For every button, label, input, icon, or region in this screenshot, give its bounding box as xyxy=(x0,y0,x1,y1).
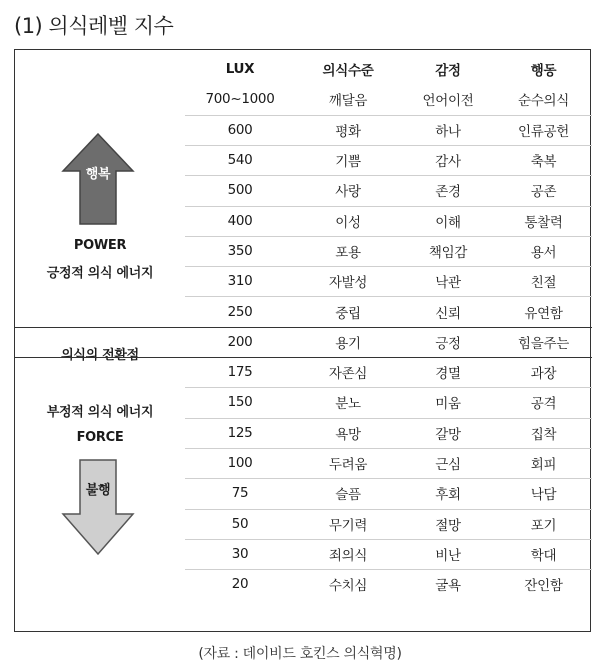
table-cell: 회피 xyxy=(530,457,557,474)
table-cell: 용서 xyxy=(530,244,557,261)
table-cell: 이성 xyxy=(335,214,361,231)
table-cell: 죄의식 xyxy=(328,547,368,564)
table-cell: 굴욕 xyxy=(435,578,461,595)
table-cell: 낙관 xyxy=(435,275,461,292)
table-cell: 자발성 xyxy=(328,275,368,292)
table-row xyxy=(185,478,592,508)
page-title: (1) 의식레벨 지수 xyxy=(14,14,174,38)
row-divider xyxy=(185,448,592,449)
table-cell: 잔인함 xyxy=(524,578,563,595)
column-header: LUX xyxy=(225,61,255,78)
table-cell: 용기 xyxy=(335,335,361,352)
table-cell: 포기 xyxy=(530,517,557,534)
table-cell: 깨달음 xyxy=(328,93,368,110)
table-row xyxy=(185,175,592,205)
table-cell: 근심 xyxy=(435,457,461,474)
table-cell: 540 xyxy=(227,152,253,169)
force-subtitle: 부정적 의식 에너지 xyxy=(46,405,154,420)
table-cell: 친절 xyxy=(530,275,557,292)
table-cell: 600 xyxy=(227,121,253,138)
power-subtitle: 긍정적 의식 에너지 xyxy=(46,266,154,281)
row-divider xyxy=(185,175,592,176)
table-cell: 미움 xyxy=(435,396,461,413)
row-divider xyxy=(15,327,592,328)
table-cell: 유연함 xyxy=(524,305,563,322)
table-cell: 인류공헌 xyxy=(518,123,569,140)
row-divider xyxy=(185,236,592,237)
table-cell: 150 xyxy=(227,394,253,411)
row-divider xyxy=(185,206,592,207)
row-divider xyxy=(185,418,592,419)
table-cell: 공격 xyxy=(530,396,557,413)
table-cell: 30 xyxy=(231,545,249,562)
column-header: 행동 xyxy=(530,63,557,80)
table-cell: 200 xyxy=(227,333,253,350)
table-cell: 400 xyxy=(227,212,253,229)
table-cell: 책임감 xyxy=(428,244,468,261)
row-divider xyxy=(185,387,592,388)
table-cell: 학대 xyxy=(530,547,557,564)
source-caption: (자료 : 데이비드 호킨스 의식혁명) xyxy=(198,646,402,662)
table-row xyxy=(185,145,592,175)
table-cell: 공존 xyxy=(530,184,557,201)
table-cell: 존경 xyxy=(435,184,461,201)
table-row xyxy=(185,387,592,417)
row-divider xyxy=(185,266,592,267)
table-cell: 500 xyxy=(227,182,253,199)
power-title: POWER xyxy=(73,238,127,253)
up-arrow-label: 행복 xyxy=(85,167,111,182)
row-divider xyxy=(185,539,592,540)
table-cell: 낙담 xyxy=(530,487,557,504)
table-row xyxy=(185,296,592,326)
table-cell: 비난 xyxy=(435,547,461,564)
table-cell: 분노 xyxy=(335,396,361,413)
table-cell: 하나 xyxy=(435,123,461,140)
table-cell: 통찰력 xyxy=(524,214,563,231)
table-cell: 50 xyxy=(231,515,249,532)
table-cell: 125 xyxy=(227,424,253,441)
table-cell: 700~1000 xyxy=(205,91,275,108)
table-row xyxy=(185,206,592,236)
row-divider xyxy=(185,296,592,297)
table-cell: 자존심 xyxy=(328,366,368,383)
row-divider xyxy=(185,115,592,116)
table-cell: 두려움 xyxy=(328,457,368,474)
table-row xyxy=(185,569,592,599)
side-panel xyxy=(15,50,185,631)
table-row xyxy=(185,115,592,145)
table-cell: 집착 xyxy=(530,426,557,443)
table-row xyxy=(185,539,592,569)
table-cell: 절망 xyxy=(435,517,461,534)
table-cell: 75 xyxy=(231,485,249,502)
table-cell: 수치심 xyxy=(328,578,368,595)
column-header: 의식수준 xyxy=(322,63,374,80)
table-cell: 이해 xyxy=(435,214,461,231)
row-divider xyxy=(185,478,592,479)
table-cell: 경멸 xyxy=(435,366,461,383)
table-cell: 축복 xyxy=(530,154,557,171)
table-row xyxy=(185,509,592,539)
table-row xyxy=(185,84,592,114)
table-cell: 슬픔 xyxy=(335,487,361,504)
table-header-row xyxy=(185,54,592,84)
table-cell: 평화 xyxy=(335,123,361,140)
table-cell: 신뢰 xyxy=(435,305,461,322)
table-cell: 갈망 xyxy=(435,426,461,443)
table-cell: 250 xyxy=(227,303,253,320)
transition-label: 의식의 전환점 xyxy=(61,348,139,363)
consciousness-level-table xyxy=(14,49,591,632)
table-cell: 과장 xyxy=(530,366,557,383)
table-cell: 포용 xyxy=(335,244,361,261)
table-cell: 후회 xyxy=(435,487,461,504)
table-row xyxy=(185,236,592,266)
table-cell: 100 xyxy=(227,455,253,472)
table-cell: 중립 xyxy=(335,305,361,322)
table-row xyxy=(185,327,592,357)
down-arrow-icon xyxy=(61,459,135,556)
table-cell: 310 xyxy=(227,273,253,290)
table-cell: 무기력 xyxy=(328,517,368,534)
table-cell: 20 xyxy=(231,576,249,593)
table-cell: 기쁨 xyxy=(335,154,361,171)
column-header: 감정 xyxy=(435,63,461,80)
down-arrow-label: 불행 xyxy=(85,483,111,498)
force-title: FORCE xyxy=(76,430,124,445)
table-cell: 350 xyxy=(227,242,253,259)
table-cell: 175 xyxy=(227,364,253,381)
row-divider xyxy=(185,569,592,570)
row-divider xyxy=(185,509,592,510)
table-row xyxy=(185,266,592,296)
table-cell: 욕망 xyxy=(335,426,361,443)
table-cell: 순수의식 xyxy=(518,93,569,110)
table-row xyxy=(185,448,592,478)
table-row xyxy=(185,418,592,448)
row-divider xyxy=(185,145,592,146)
table-row xyxy=(185,357,592,387)
table-cell: 감사 xyxy=(435,154,461,171)
table-cell: 언어이전 xyxy=(422,93,474,110)
table-cell: 힘을주는 xyxy=(518,335,569,352)
table-cell: 사랑 xyxy=(335,184,361,201)
row-divider xyxy=(15,357,592,358)
table-cell: 긍정 xyxy=(435,335,461,352)
